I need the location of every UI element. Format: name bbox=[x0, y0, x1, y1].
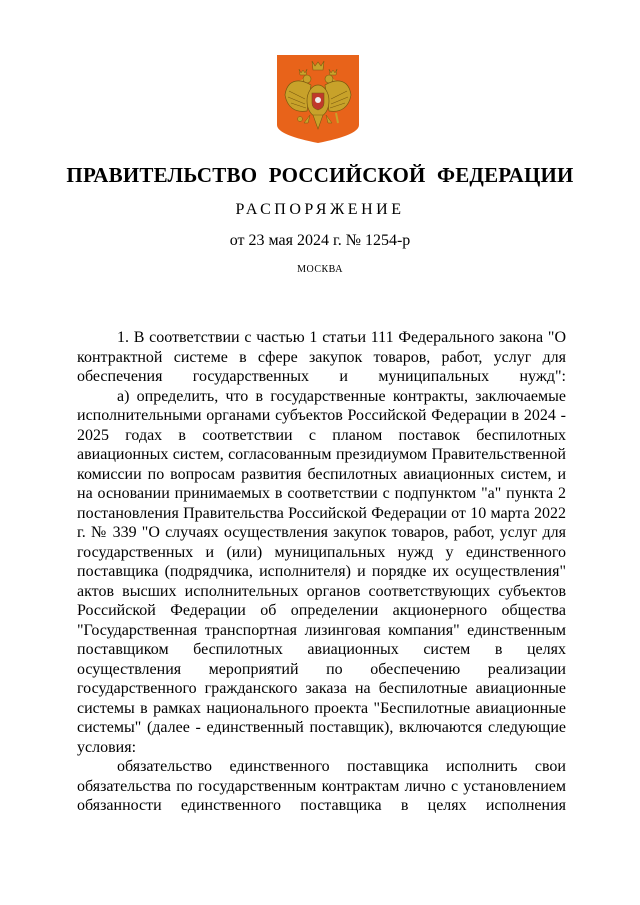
document-body bbox=[77, 328, 566, 816]
paragraph: 1. В соответствии с частью 1 статьи 111 Федерального закона "О контрактной системе в сфере закупок товаров, работ, услуг для обеспечения государственных и муниципальных нужд": bbox=[77, 329, 566, 385]
paragraph: а) определить, что в государственные контракты, заключаемые исполнительными органами субъектов Российской Федерации в 2024 - 2025 годах в соответствии с планом поставок беспилотных авиационных систем, согласованным президиумом Правительственной комиссии по вопросам развития беспилотных авиационных систем, и на основании принимаемых в соответствии с подпунктом "а" пункта 2 постановления Правительства Российской Федерации от 10 марта 2022 г. № 339 "О случаях осуществления закупок товаров, работ, услуг для государственных и (или) муниципальных нужд у единственного поставщика (подрядчика, исполнителя) и порядке их осуществления" актов высших исполнительных органов соответствующих субъектов Российской Федерации об определении акционерного общества "Государственная транспортная лизинговая компания" единственным поставщиком беспилотных авиационных систем в целях осуществления мероприятий по обеспечению реализации государственного гражданского заказа на беспилотные авиационные системы в рамках национального проекта "Беспилотные авиационные системы" (далее - единственный поставщик), включаются следующие условия: bbox=[77, 387, 566, 756]
coat-of-arms-icon bbox=[277, 55, 359, 143]
document-date-number: от 23 мая 2024 г. № 1254-р bbox=[229, 232, 411, 249]
paragraph: обязательство единственного поставщика исполнить свои обязательства по государственным контрактам лично с установлением обязанности единственного поставщика в целях исполнения bbox=[77, 758, 566, 814]
document-type: РАСПОРЯЖЕНИЕ bbox=[235, 201, 405, 218]
government-title: ПРАВИТЕЛЬСТВО РОССИЙСКОЙ ФЕДЕРАЦИИ bbox=[66, 163, 574, 187]
document-city: МОСКВА bbox=[297, 264, 343, 275]
